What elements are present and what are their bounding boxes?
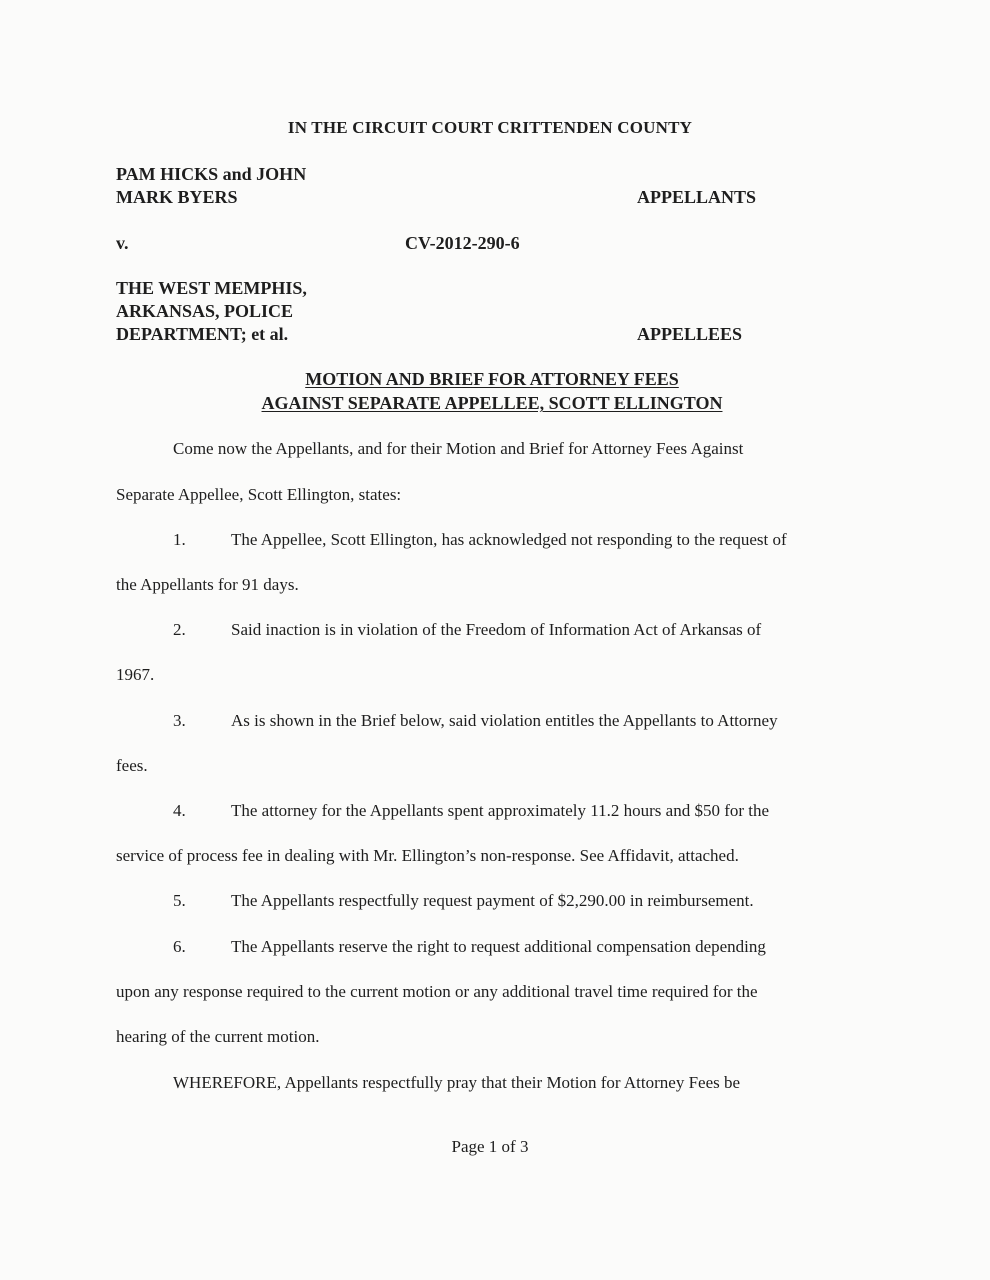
paragraph-1-continuation: the Appellants for 91 days. bbox=[116, 575, 299, 594]
appellees-name-line1: THE WEST MEMPHIS, bbox=[116, 278, 307, 298]
wherefore-clause: WHEREFORE, Appellants respectfully pray that their Motion for Attorney Fees be bbox=[173, 1073, 741, 1092]
page-number: Page 1 of 3 bbox=[451, 1137, 529, 1156]
paragraph-3-continuation: fees. bbox=[116, 756, 148, 775]
paragraph-4-number: 4. bbox=[173, 801, 186, 820]
appellees-name-line3: DEPARTMENT; et al. bbox=[116, 324, 289, 344]
paragraph-5-first-line: The Appellants respectfully request payment of $2,290.00 in reimbursement. bbox=[231, 891, 754, 910]
paragraph-2-continuation: 1967. bbox=[116, 665, 155, 684]
intro-line2: Separate Appellee, Scott Ellington, states: bbox=[116, 485, 402, 504]
paragraph-4-first-line: The attorney for the Appellants spent approximately 11.2 hours and $50 for the bbox=[231, 801, 770, 820]
paragraph-1-number: 1. bbox=[173, 530, 186, 549]
appellees-name-line2: ARKANSAS, POLICE bbox=[116, 301, 294, 321]
appellees-label: APPELLEES bbox=[637, 324, 743, 344]
appellants-name-line2: MARK BYERS bbox=[116, 187, 238, 207]
paragraph-2-number: 2. bbox=[173, 620, 186, 639]
motion-title-line2: AGAINST SEPARATE APPELLEE, SCOTT ELLINGTON bbox=[261, 393, 723, 413]
motion-title-line1: MOTION AND BRIEF FOR ATTORNEY FEES bbox=[305, 369, 679, 389]
versus-label: v. bbox=[116, 233, 129, 253]
case-number: CV-2012-290-6 bbox=[405, 233, 520, 253]
appellants-label: APPELLANTS bbox=[637, 187, 757, 207]
paragraph-3-first-line: As is shown in the Brief below, said violation entitles the Appellants to Attorney bbox=[231, 711, 778, 730]
paragraph-3-number: 3. bbox=[173, 711, 186, 730]
paragraph-6-continuation-1: upon any response required to the current motion or any additional travel time required for the bbox=[116, 982, 758, 1001]
intro-line1: Come now the Appellants, and for their Motion and Brief for Attorney Fees Against bbox=[173, 439, 744, 458]
paragraph-1-first-line: The Appellee, Scott Ellington, has acknowledged not responding to the request of bbox=[231, 530, 787, 549]
paragraph-6-continuation-2: hearing of the current motion. bbox=[116, 1027, 320, 1046]
paragraph-5-number: 5. bbox=[173, 891, 186, 910]
court-heading: IN THE CIRCUIT COURT CRITTENDEN COUNTY bbox=[287, 118, 693, 137]
paragraph-6-first-line: The Appellants reserve the right to request additional compensation depending bbox=[231, 937, 766, 956]
appellants-name-line1: PAM HICKS and JOHN bbox=[116, 164, 307, 184]
paragraph-6-number: 6. bbox=[173, 937, 186, 956]
paragraph-2-first-line: Said inaction is in violation of the Freedom of Information Act of Arkansas of bbox=[231, 620, 762, 639]
paragraph-4-continuation: service of process fee in dealing with Mr. Ellington’s non-response. See Affidavit, attached. bbox=[116, 846, 739, 865]
